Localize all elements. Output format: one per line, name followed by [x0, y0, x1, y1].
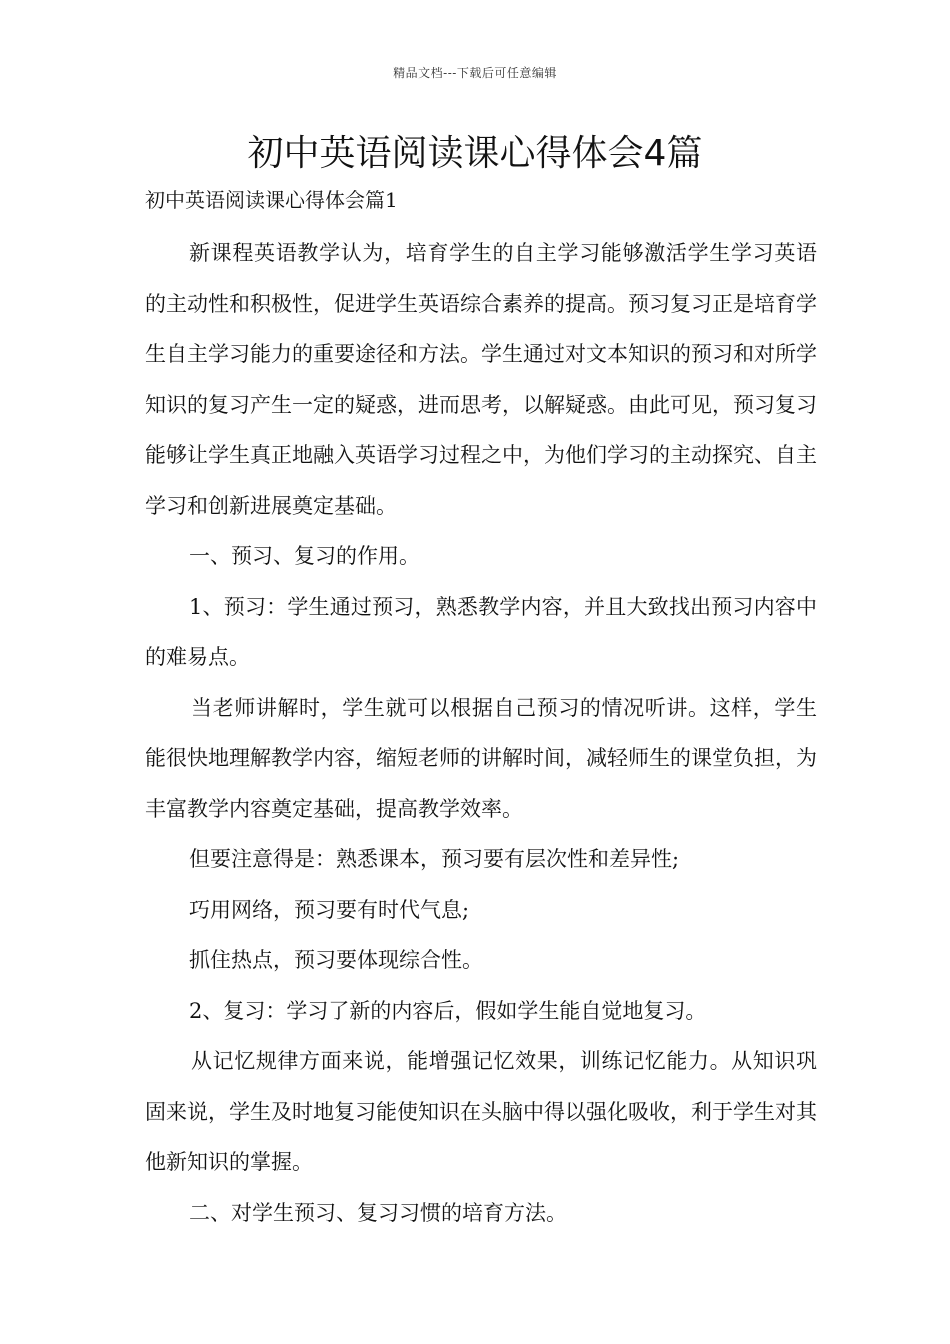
paragraph-intro: 新课程英语教学认为，培育学生的自主学习能够激活学生学习英语的主动性和积极性，促进学生英语综合素养的提高。预习复习正是培育学生自主学习能力的重要途径和方法。学生通过对文本知识的预习和对所学知识的复习产生一定的疑惑，进而思考，以解疑惑。由此可见，预习复习能够让学生真正地融入英语学习过程之中，为他们学习的主动探究、自主学习和创新进展奠定基础。 — [145, 241, 817, 518]
heading-section-one: 一、预习、复习的作用。 — [189, 544, 420, 568]
paragraph-teacher-explain: 当老师讲解时，学生就可以根据自己预习的情况听讲。这样，学生能很快地理解教学内容，缩短老师的讲解时间，减轻师生的课堂负担，为丰富教学内容奠定基础，提高教学效率。 — [145, 695, 817, 821]
paragraph-preview: 1、预习：学生通过预习，熟悉教学内容，并且大致找出预习内容中的难易点。 — [145, 594, 817, 669]
section-subtitle: 初中英语阅读课心得体会篇1 — [145, 188, 398, 212]
paragraph-memory: 从记忆规律方面来说，能增强记忆效果，训练记忆能力。从知识巩固来说，学生及时地复习能使知识在头脑中得以强化吸收，利于学生对其他新知识的掌握。 — [145, 1049, 817, 1174]
header-note: 精品文档---下载后可任意编辑 — [393, 66, 557, 80]
paragraph-note-network: 巧用网络，预习要有时代气息; — [189, 897, 470, 922]
paragraph-review: 2、复习：学习了新的内容后，假如学生能自觉地复习。 — [189, 998, 707, 1023]
document-title: 初中英语阅读课心得体会4篇 — [247, 133, 703, 174]
heading-section-two: 二、对学生预习、复习习惯的培育方法。 — [189, 1200, 567, 1225]
paragraph-note-textbook: 但要注意得是：熟悉课本，预习要有层次性和差异性; — [189, 847, 680, 871]
paragraph-note-hotspot: 抓住热点，预习要体现综合性。 — [189, 948, 483, 972]
document-body — [145, 228, 817, 1238]
